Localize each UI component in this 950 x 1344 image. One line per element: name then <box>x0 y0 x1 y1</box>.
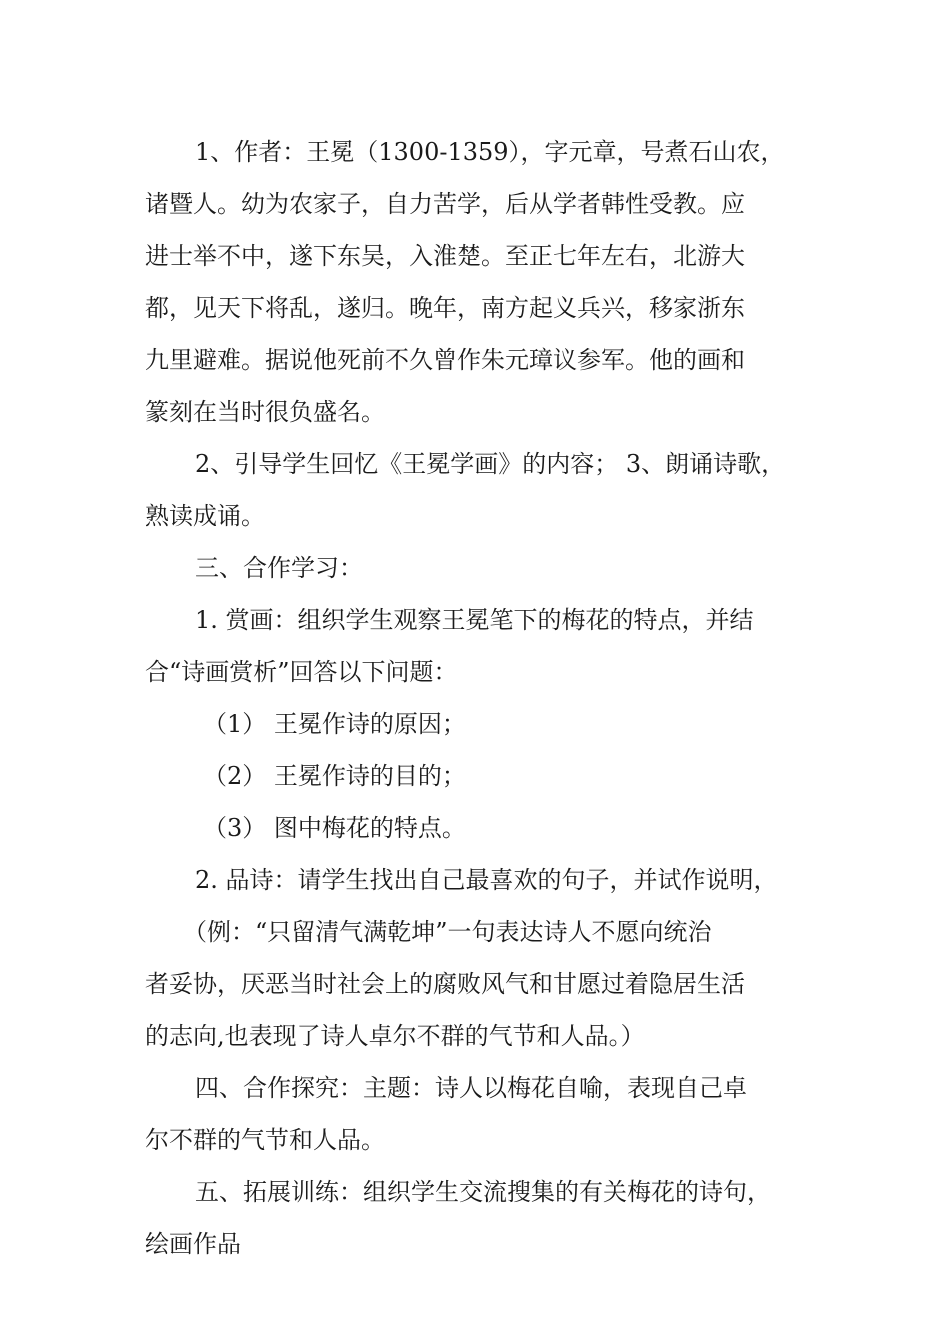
paragraph-author-line: 九里避难。据说他死前不久曾作朱元璋议参军。他的画和 <box>145 346 745 374</box>
paragraph-poem-line: 2. 品诗：请学生找出自己最喜欢的句子，并试作说明， <box>195 866 778 894</box>
paragraph-author-line: 1、作者：王冕（1300-1359），字元章，号煮石山农， <box>195 138 785 166</box>
question-item: （2） 王冕作诗的目的； <box>203 762 466 790</box>
paragraph-example-line: （例：“只留清气满乾坤”一句表达诗人不愿向统治 <box>183 918 712 946</box>
paragraph-extend-line: 绘画作品 <box>145 1230 241 1258</box>
paragraph-author-line: 篆刻在当时很负盛名。 <box>145 398 385 426</box>
question-item: （1） 王冕作诗的原因； <box>203 710 466 738</box>
paragraph-author-line: 诸暨人。幼为农家子，自力苦学，后从学者韩性受教。应 <box>145 190 745 218</box>
paragraph-review-line: 2、引导学生回忆《王冕学画》的内容； 3、朗诵诗歌， <box>195 450 786 478</box>
paragraph-explore-line: 四、合作探究：主题：诗人以梅花自喻，表现自己卓 <box>195 1074 747 1102</box>
paragraph-author-line: 进士举不中，遂下东吴，入淮楚。至正七年左右，北游大 <box>145 242 745 270</box>
section-heading: 三、合作学习： <box>195 554 363 582</box>
paragraph-example-line: 者妥协，厌恶当时社会上的腐败风气和甘愿过着隐居生活 <box>145 970 745 998</box>
paragraph-appreciate-line: 1. 赏画：组织学生观察王冕笔下的梅花的特点，并结 <box>195 606 754 634</box>
paragraph-review-line: 熟读成诵。 <box>145 502 265 530</box>
document-body <box>145 126 815 1270</box>
paragraph-author-line: 都，见天下将乱，遂归。晚年，南方起义兵兴，移家浙东 <box>145 294 745 322</box>
paragraph-example-line: 的志向,也表现了诗人卓尔不群的气节和人品。） <box>145 1022 645 1050</box>
paragraph-appreciate-line: 合“诗画赏析”回答以下问题： <box>145 658 458 686</box>
question-item: （3） 图中梅花的特点。 <box>203 814 466 842</box>
paragraph-explore-line: 尔不群的气节和人品。 <box>145 1126 385 1154</box>
paragraph-extend-line: 五、拓展训练：组织学生交流搜集的有关梅花的诗句， <box>195 1178 771 1206</box>
